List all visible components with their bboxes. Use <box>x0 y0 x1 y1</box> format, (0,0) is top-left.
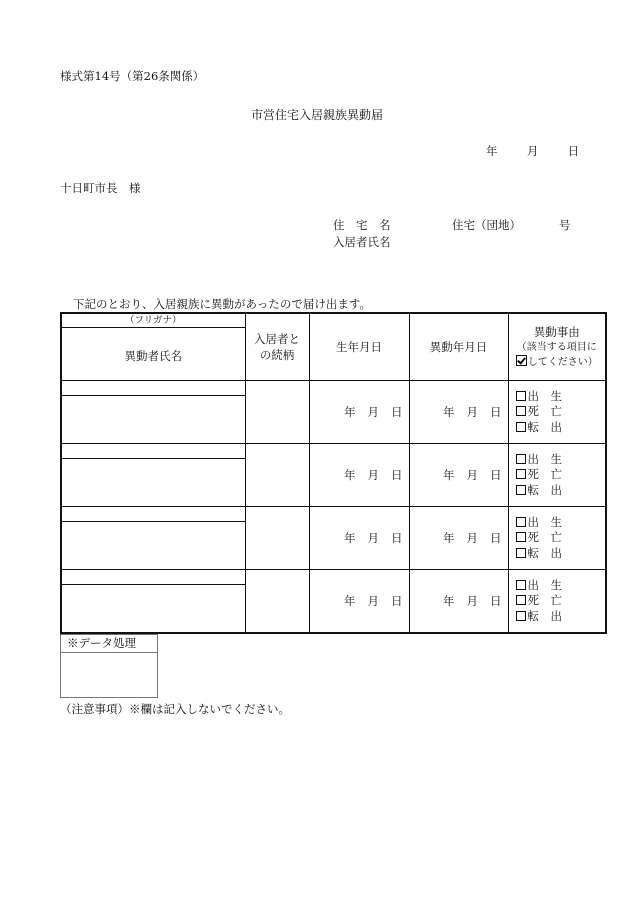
furigana-line <box>62 395 245 396</box>
reason-option-death[interactable] <box>516 467 606 483</box>
checkbox-icon[interactable] <box>516 517 526 527</box>
reason-option-birth[interactable] <box>516 452 606 468</box>
checkbox-icon[interactable] <box>516 454 526 464</box>
checkbox-icon[interactable] <box>516 548 526 558</box>
reason-label: 転 出 <box>527 482 562 497</box>
checked-box-icon <box>516 355 527 366</box>
month-label: 月 <box>367 531 379 545</box>
year-label: 年 <box>344 531 356 545</box>
table-header-row <box>61 313 606 381</box>
day-label: 日 <box>490 468 502 482</box>
day-label: 日 <box>391 405 403 419</box>
relation-header-line1: 入居者と <box>254 332 300 346</box>
table-row <box>61 444 606 507</box>
month-label: 月 <box>466 531 478 545</box>
change-date-field[interactable] <box>409 507 508 570</box>
reason-option-death[interactable] <box>516 404 606 420</box>
reason-label: 出 生 <box>527 514 562 529</box>
furigana-line <box>62 458 245 459</box>
day-label: 日 <box>391 468 403 482</box>
checkbox-icon[interactable] <box>516 391 526 401</box>
reason-label: 死 亡 <box>527 530 562 545</box>
change-date-header: 異動年月日 <box>409 313 508 381</box>
resident-name-label: 入居者氏名 <box>333 235 391 249</box>
reason-option-birth[interactable] <box>516 389 606 405</box>
reason-label: 転 出 <box>527 419 562 434</box>
reason-options <box>508 570 606 634</box>
reason-label: 転 出 <box>527 608 562 623</box>
intro-text: 下記のとおり、入居親族に異動があったので届け出ます。 <box>73 297 371 311</box>
header-name-cell <box>61 313 245 381</box>
submission-date <box>486 143 579 159</box>
month-label: 月 <box>367 468 379 482</box>
relation-header <box>245 313 309 381</box>
day-label: 日 <box>391 531 403 545</box>
reason-option-moveout[interactable] <box>516 420 606 436</box>
furigana-label: （フリガナ） <box>62 315 245 328</box>
reason-options <box>508 444 606 507</box>
form-number: 様式第14号（第26条関係） <box>60 69 205 83</box>
relation-header-line2: の続柄 <box>259 348 295 362</box>
day-label: 日 <box>490 594 502 608</box>
relation-field[interactable] <box>245 444 309 507</box>
day-label: 日 <box>490 531 502 545</box>
checkbox-icon[interactable] <box>516 469 526 479</box>
reason-header-line3-text: してください） <box>527 356 598 368</box>
changed-person-name-header: 異動者氏名 <box>124 349 182 363</box>
checkbox-icon[interactable] <box>516 611 526 621</box>
reason-label: 出 生 <box>527 577 562 592</box>
reason-header-line1: 異動事由 <box>533 324 580 339</box>
housing-name-value: 住宅（団地） <box>452 218 521 232</box>
note-text: （注意事項）※欄は記入しないでください。 <box>60 702 290 716</box>
day-label: 日 <box>567 144 580 158</box>
year-label: 年 <box>443 405 455 419</box>
reason-label: 死 亡 <box>527 467 562 482</box>
birthdate-header: 生年月日 <box>309 313 409 381</box>
month-label: 月 <box>466 405 478 419</box>
reason-option-birth[interactable] <box>516 515 606 531</box>
reason-label: 出 生 <box>527 388 562 403</box>
relation-field[interactable] <box>245 570 309 634</box>
reason-option-moveout[interactable] <box>516 546 606 562</box>
day-label: 日 <box>490 405 502 419</box>
year-label: 年 <box>344 594 356 608</box>
reason-label: 転 出 <box>527 545 562 560</box>
changed-person-name-field[interactable] <box>61 570 245 634</box>
reason-option-moveout[interactable] <box>516 483 606 499</box>
changed-person-name-field[interactable] <box>61 507 245 570</box>
change-date-field[interactable] <box>409 444 508 507</box>
reason-options <box>508 507 606 570</box>
checkbox-icon[interactable] <box>516 485 526 495</box>
month-label: 月 <box>367 594 379 608</box>
reason-label: 出 生 <box>527 451 562 466</box>
month-label: 月 <box>367 405 379 419</box>
change-date-field[interactable] <box>409 570 508 634</box>
relation-field[interactable] <box>245 381 309 444</box>
checkbox-icon[interactable] <box>516 580 526 590</box>
table-row <box>61 507 606 570</box>
table-row <box>61 381 606 444</box>
data-processing-box <box>60 634 158 698</box>
year-label: 年 <box>486 144 498 158</box>
checkbox-icon[interactable] <box>516 422 526 432</box>
reason-label: 死 亡 <box>527 404 562 419</box>
furigana-line <box>62 584 245 585</box>
changed-person-name-field[interactable] <box>61 381 245 444</box>
checkbox-icon[interactable] <box>516 532 526 542</box>
birthdate-field[interactable] <box>309 570 409 634</box>
change-table <box>60 312 607 634</box>
reason-header <box>508 313 606 381</box>
year-label: 年 <box>443 594 455 608</box>
housing-number-suffix: 号 <box>559 218 571 232</box>
reason-option-moveout[interactable] <box>516 609 606 625</box>
reason-label: 死 亡 <box>527 593 562 608</box>
year-label: 年 <box>443 531 455 545</box>
reason-options <box>508 381 606 444</box>
year-label: 年 <box>344 405 356 419</box>
reason-option-death[interactable] <box>516 530 606 546</box>
addressee: 十日町市長 様 <box>60 181 141 195</box>
checkbox-icon[interactable] <box>516 406 526 416</box>
day-label: 日 <box>391 594 403 608</box>
birthdate-field[interactable] <box>309 507 409 570</box>
relation-field[interactable] <box>245 507 309 570</box>
year-label: 年 <box>443 468 455 482</box>
month-label: 月 <box>526 144 539 158</box>
year-label: 年 <box>344 468 356 482</box>
data-processing-title: ※データ処理 <box>61 635 157 653</box>
furigana-line <box>62 521 245 522</box>
reason-header-line3 <box>509 355 606 370</box>
reason-header-line2: （該当する項目に <box>516 341 597 353</box>
birthdate-field[interactable] <box>309 381 409 444</box>
reason-option-birth[interactable] <box>516 578 606 594</box>
birthdate-field[interactable] <box>309 444 409 507</box>
month-label: 月 <box>466 594 478 608</box>
reason-option-death[interactable] <box>516 593 606 609</box>
table-row <box>61 570 606 634</box>
housing-name-label: 住 宅 名 <box>333 218 391 232</box>
change-date-field[interactable] <box>409 381 508 444</box>
changed-person-name-field[interactable] <box>61 444 245 507</box>
checkbox-icon[interactable] <box>516 595 526 605</box>
month-label: 月 <box>466 468 478 482</box>
document-title: 市営住宅入居親族異動届 <box>251 108 384 122</box>
